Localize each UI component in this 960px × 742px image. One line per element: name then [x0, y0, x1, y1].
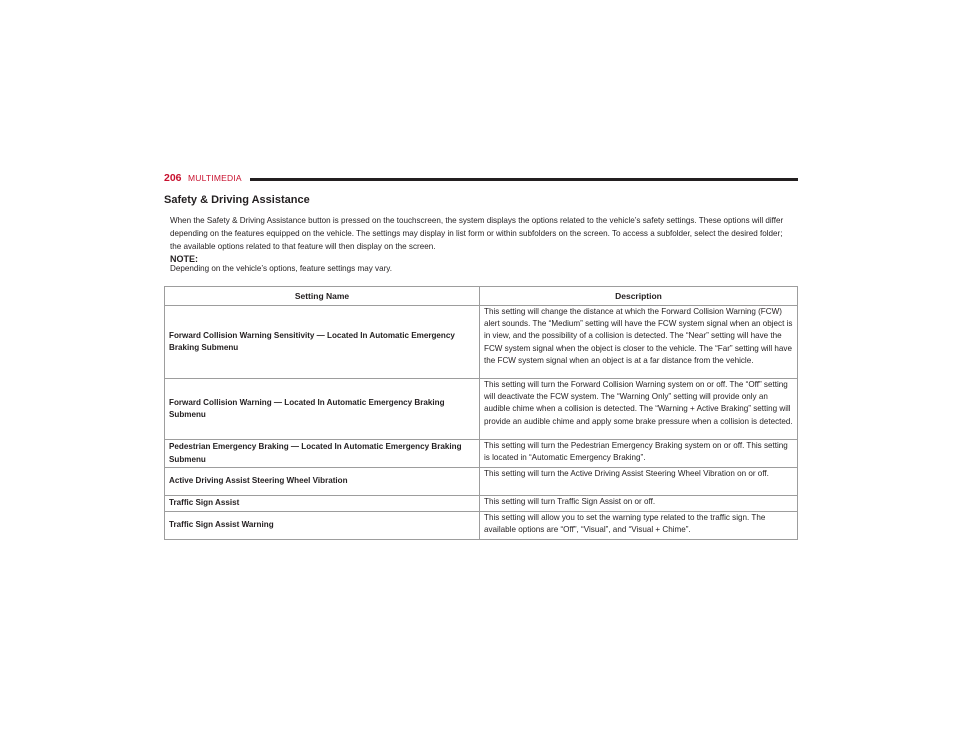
setting-name-cell: Forward Collision Warning Sensitivity — Located In Automatic Emergency Braking Submenu: [165, 306, 480, 379]
settings-table: [164, 286, 798, 540]
setting-description-cell: This setting will allow you to set the warning type related to the traffic sign. The available options are “Off”, “Visual”, and “Visual + Chime”.: [480, 512, 798, 540]
column-header-setting-name: Setting Name: [165, 287, 480, 306]
section-title: Safety & Driving Assistance: [164, 194, 310, 206]
note-text: Depending on the vehicle’s options, feature settings may vary.: [170, 264, 392, 273]
table-header-row: [165, 287, 798, 306]
setting-name-cell: Traffic Sign Assist: [165, 496, 480, 512]
header-rule: [250, 178, 798, 181]
table-row: [165, 496, 798, 512]
setting-description-cell: This setting will turn the Active Driving Assist Steering Wheel Vibration on or off.: [480, 468, 798, 496]
column-header-description: Description: [480, 287, 798, 306]
table-row: [165, 306, 798, 379]
setting-description-cell: This setting will change the distance at which the Forward Collision Warning (FCW) alert sounds. The “Medium” setting will have the FCW system signal when an object is in view, and the possibility of a collision is detected. The “Near” setting will have the FCW system signal when the object is closer to the vehicle. The “Far” setting will have the FCW system signal when an object is at a far distance from the vehicle.: [480, 306, 798, 379]
table-row: [165, 379, 798, 440]
setting-description-cell: This setting will turn Traffic Sign Assist on or off.: [480, 496, 798, 512]
table-row: [165, 440, 798, 468]
page-number: 206: [164, 172, 182, 184]
section-name: MULTIMEDIA: [188, 173, 242, 183]
setting-description-cell: This setting will turn the Forward Collision Warning system on or off. The “Off” setting will deactivate the FCW system. The “Warning Only” setting will provide only an audible chime when a collision is detected. The “Warning + Active Braking” setting will provide an audible chime and apply some brake pressure when a collision is detected.: [480, 379, 798, 440]
page-header: [164, 172, 798, 186]
intro-paragraph: When the Safety & Driving Assistance button is pressed on the touchscreen, the system displays the options related to the vehicle’s safety settings. These options will differ depending on the features equipped on the vehicle. The settings may display in list form or within subfolders on the screen. To access a subfolder, select the desired folder; the available options related to that feature will then display on the screen.: [170, 216, 784, 251]
table-row: [165, 468, 798, 496]
setting-name-cell: Pedestrian Emergency Braking — Located In Automatic Emergency Braking Submenu: [165, 440, 480, 468]
setting-description-cell: This setting will turn the Pedestrian Emergency Braking system on or off. This setting is located in “Automatic Emergency Braking”.: [480, 440, 798, 468]
note-label: NOTE:: [170, 254, 198, 264]
setting-name-cell: Forward Collision Warning — Located In Automatic Emergency Braking Submenu: [165, 379, 480, 440]
setting-name-cell: Traffic Sign Assist Warning: [165, 512, 480, 540]
table-row: [165, 512, 798, 540]
setting-name-cell: Active Driving Assist Steering Wheel Vibration: [165, 468, 480, 496]
